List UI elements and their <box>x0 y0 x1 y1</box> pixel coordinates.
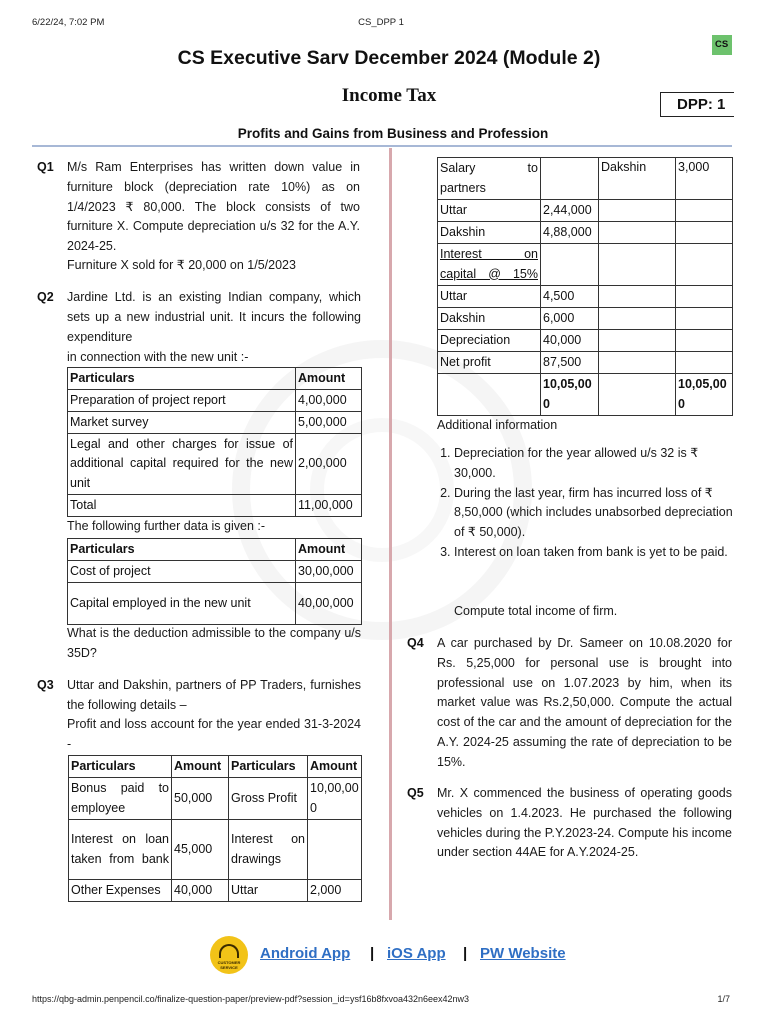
table-cell: 40,00,000 <box>296 583 362 625</box>
table-cell: 4,00,000 <box>296 390 362 412</box>
table-cell <box>599 308 676 330</box>
table-cell: Uttar <box>438 200 541 222</box>
q4-text: A car purchased by Dr. Sameer on 10.08.2020 for Rs. 5,25,000 for personal use is brought into professional use on 1.07.2023 by him, when its market value was Rs.2,50,000. Compute the actual cost of the car and the amount of depreciation for the A.Y. 2024-25 assuming the rate of depreciation to be 15%. <box>437 636 732 769</box>
table-cell: 87,500 <box>541 352 599 374</box>
table-row <box>69 880 362 902</box>
table-cell <box>676 308 733 330</box>
table-cell: Net profit <box>438 352 541 374</box>
table-cell: 4,500 <box>541 286 599 308</box>
customer-service-icon <box>210 936 248 974</box>
table-row <box>438 244 733 286</box>
table-row <box>69 778 362 820</box>
list-item: 3. Interest on loan taken from bank is yet to be paid. <box>454 543 737 563</box>
table-cell: 40,000 <box>541 330 599 352</box>
table-cell <box>676 330 733 352</box>
print-datetime: 6/22/24, 7:02 PM <box>32 17 105 28</box>
table-row <box>68 495 362 517</box>
table-cell <box>308 820 362 880</box>
customer-service-label: CUSTOMER SERVICE <box>217 960 241 970</box>
q3-pl-table-right <box>437 157 733 416</box>
table-row <box>438 352 733 374</box>
dpp-label: DPP: 1 <box>660 92 734 117</box>
table-cell: Dakshin <box>599 158 676 200</box>
table-header: Particulars <box>69 756 172 778</box>
table-cell: Interest on capital @ 15% <box>438 244 541 286</box>
page-number: 1/7 <box>717 994 730 1004</box>
print-header <box>32 17 730 31</box>
table-cell: Total <box>68 495 296 517</box>
link-separator: | <box>370 945 375 962</box>
table-cell: Legal and other charges for issue of additional capital required for the new unit <box>68 434 296 495</box>
table-row <box>438 200 733 222</box>
table-cell: Depreciation <box>438 330 541 352</box>
table-cell: 50,000 <box>172 778 229 820</box>
table-row <box>68 412 362 434</box>
table-cell <box>599 330 676 352</box>
table-cell: 5,00,000 <box>296 412 362 434</box>
q2-project-table <box>67 538 362 625</box>
table-row <box>438 286 733 308</box>
print-doc-title: CS_DPP 1 <box>358 17 404 28</box>
table-header: Particulars <box>68 539 296 561</box>
q3-info-list <box>437 444 737 563</box>
table-cell: Bonus paid to employee <box>69 778 172 820</box>
topic-divider <box>32 145 732 147</box>
table-cell: Market survey <box>68 412 296 434</box>
table-row <box>438 308 733 330</box>
table-header-row <box>69 756 362 778</box>
table-cell: 2,000 <box>308 880 362 902</box>
table-cell: Preparation of project report <box>68 390 296 412</box>
table-row <box>438 330 733 352</box>
table-cell: Dakshin <box>438 308 541 330</box>
table-cell: 2,00,000 <box>296 434 362 495</box>
table-header-row <box>68 368 362 390</box>
q3-text-cont: Profit and loss account for the year ended 31-3-2024 - <box>67 717 361 751</box>
table-header-row <box>68 539 362 561</box>
table-header: Amount <box>296 368 362 390</box>
table-header: Amount <box>296 539 362 561</box>
table-row <box>438 222 733 244</box>
table-cell: 3,000 <box>676 158 733 200</box>
pw-website-link[interactable]: PW Website <box>480 945 566 962</box>
table-cell <box>599 200 676 222</box>
table-cell <box>599 244 676 286</box>
print-footer <box>32 994 730 1004</box>
q3-compute: Compute total income of firm. <box>454 604 618 618</box>
table-total-cell: 10,05,000 <box>541 374 599 416</box>
table-cell: Interest on drawings <box>229 820 308 880</box>
list-item: 2. During the last year, firm has incurred loss of ₹ 8,50,000 (which includes unabsorbed depreciation of ₹ 50,000). <box>454 484 737 543</box>
q1-text: M/s Ram Enterprises has written down value in furniture block (depreciation rate 10%) as on 1/4/2023 ₹ 80,000. The block consists of two furniture X. Compute depreciation u/s 32 for the A.Y. 2024-25. <box>67 160 360 254</box>
q3-text: Uttar and Dakshin, partners of PP Traders, furnishes the following details – <box>67 678 361 712</box>
column-divider <box>389 148 392 920</box>
q4-number: Q4 <box>407 636 424 650</box>
table-cell: Other Expenses <box>69 880 172 902</box>
table-cell: Capital employed in the new unit <box>68 583 296 625</box>
q1-note: Furniture X sold for ₹ 20,000 on 1/5/2023 <box>67 258 296 272</box>
table-header: Particulars <box>229 756 308 778</box>
table-cell <box>438 374 541 416</box>
table-row <box>438 158 733 200</box>
q2-question: What is the deduction admissible to the company u/s 35D? <box>67 626 361 660</box>
table-header: Amount <box>308 756 362 778</box>
table-total-row <box>438 374 733 416</box>
q2-number: Q2 <box>37 290 54 304</box>
table-cell: Salary to partners <box>438 158 541 200</box>
ios-app-link[interactable]: iOS App <box>387 945 446 962</box>
q2-text-cont: in connection with the new unit :- <box>67 350 249 364</box>
android-app-link[interactable]: Android App <box>260 945 351 962</box>
table-cell: 45,000 <box>172 820 229 880</box>
subject-title: Income Tax <box>341 85 437 106</box>
table-cell <box>676 200 733 222</box>
table-cell <box>599 374 676 416</box>
table-cell: 4,88,000 <box>541 222 599 244</box>
table-cell <box>541 158 599 200</box>
table-cell <box>676 286 733 308</box>
q5-number: Q5 <box>407 786 424 800</box>
table-cell: Uttar <box>229 880 308 902</box>
table-row <box>68 434 362 495</box>
table-cell: 30,00,000 <box>296 561 362 583</box>
q2-text: Jardine Ltd. is an existing Indian company, which sets up a new industrial unit. It incurs the following expenditure <box>67 290 361 344</box>
cs-badge: CS <box>712 35 732 55</box>
table-cell <box>599 286 676 308</box>
q1-number: Q1 <box>37 160 54 174</box>
table-row <box>68 561 362 583</box>
print-url: https://qbg-admin.penpencil.co/finalize-question-paper/preview-pdf?session_id=ysf16b8fxvoa432n6eex42nw3 <box>32 994 470 1004</box>
table-row <box>68 390 362 412</box>
table-cell: Dakshin <box>438 222 541 244</box>
table-cell <box>676 244 733 286</box>
table-total-cell: 10,05,000 <box>676 374 733 416</box>
table-header: Particulars <box>68 368 296 390</box>
table-cell: Gross Profit <box>229 778 308 820</box>
table-cell: 2,44,000 <box>541 200 599 222</box>
topic-title: Profits and Gains from Business and Profession <box>237 126 549 141</box>
table-cell: 6,000 <box>541 308 599 330</box>
page-title: CS Executive Sarv December 2024 (Module 2) <box>177 47 601 69</box>
table-cell: Cost of project <box>68 561 296 583</box>
table-cell <box>541 244 599 286</box>
table-cell: Uttar <box>438 286 541 308</box>
q3-pl-table-left <box>68 755 362 902</box>
table-header: Amount <box>172 756 229 778</box>
table-cell <box>676 222 733 244</box>
table-row <box>69 820 362 880</box>
q2-expenditure-table <box>67 367 362 517</box>
table-cell <box>599 352 676 374</box>
q5-text: Mr. X commenced the business of operating goods vehicles on 1.4.2023. He purchased the following vehicles during the P.Y.2023-24. Compute his income under section 44AE for A.Y.2024-25. <box>437 786 732 860</box>
table-cell <box>599 222 676 244</box>
table-cell <box>676 352 733 374</box>
q3-additional-heading: Additional information <box>437 418 558 432</box>
table-cell: Interest on loan taken from bank <box>69 820 172 880</box>
table-cell: 11,00,000 <box>296 495 362 517</box>
link-separator: | <box>463 945 468 962</box>
q2-further-data: The following further data is given :- <box>67 519 266 533</box>
table-cell: 10,00,000 <box>308 778 362 820</box>
q3-number: Q3 <box>37 678 54 692</box>
list-item: 1. Depreciation for the year allowed u/s 32 is ₹ 30,000. <box>454 444 737 484</box>
table-row <box>68 583 362 625</box>
table-cell: 40,000 <box>172 880 229 902</box>
